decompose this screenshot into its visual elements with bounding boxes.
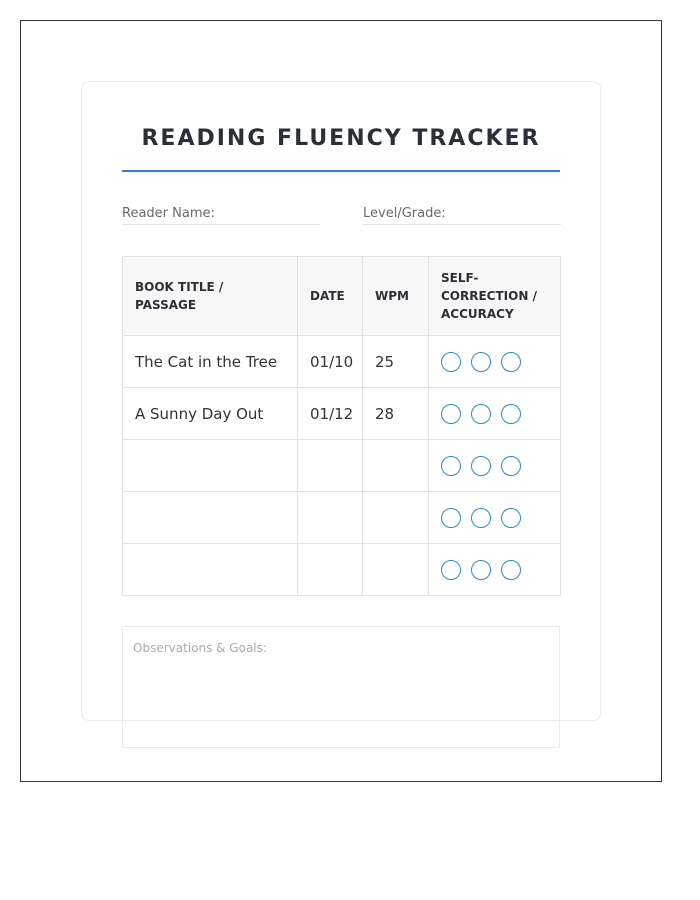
accuracy-circle-3[interactable] (501, 560, 521, 580)
cell-date[interactable]: 01/12 (298, 388, 363, 440)
accuracy-circle-3[interactable] (501, 456, 521, 476)
header-date: DATE (298, 257, 363, 336)
observations-goals-label: Observations & Goals: (133, 641, 267, 655)
reader-name-label: Reader Name: (122, 206, 215, 221)
accuracy-circle-1[interactable] (441, 456, 461, 476)
accuracy-circles (441, 560, 548, 580)
accuracy-circle-1[interactable] (441, 508, 461, 528)
header-book-title: BOOK TITLE / PASSAGE (123, 257, 298, 336)
level-grade-label: Level/Grade: (363, 206, 446, 221)
table-row (123, 544, 561, 596)
accuracy-circle-3[interactable] (501, 508, 521, 528)
cell-wpm[interactable]: 28 (363, 388, 429, 440)
accuracy-circle-2[interactable] (471, 508, 491, 528)
accuracy-circles (441, 404, 548, 424)
cell-book-title[interactable] (123, 440, 298, 492)
accuracy-circles (441, 508, 548, 528)
accuracy-circle-1[interactable] (441, 560, 461, 580)
accuracy-circle-2[interactable] (471, 352, 491, 372)
title-underline (122, 170, 560, 172)
accuracy-circle-2[interactable] (471, 456, 491, 476)
cell-date[interactable] (298, 440, 363, 492)
accuracy-circle-3[interactable] (501, 404, 521, 424)
level-grade-field[interactable] (363, 206, 561, 225)
page-title: READING FLUENCY TRACKER (141, 126, 541, 151)
cell-wpm[interactable] (363, 544, 429, 596)
cell-date[interactable] (298, 492, 363, 544)
cell-wpm[interactable] (363, 440, 429, 492)
table-row (123, 440, 561, 492)
observations-goals-box[interactable] (122, 626, 560, 748)
header-accuracy: SELF-CORRECTION / ACCURACY (429, 257, 561, 336)
accuracy-circle-2[interactable] (471, 560, 491, 580)
table-row (123, 492, 561, 544)
cell-accuracy (429, 492, 561, 544)
cell-book-title[interactable] (123, 544, 298, 596)
cell-wpm[interactable] (363, 492, 429, 544)
accuracy-circles (441, 456, 548, 476)
accuracy-circle-1[interactable] (441, 352, 461, 372)
fluency-table (122, 256, 561, 596)
accuracy-circle-3[interactable] (501, 352, 521, 372)
table-header-row (123, 257, 561, 336)
cell-accuracy (429, 544, 561, 596)
cell-date[interactable] (298, 544, 363, 596)
cell-accuracy (429, 388, 561, 440)
accuracy-circle-2[interactable] (471, 404, 491, 424)
cell-wpm[interactable]: 25 (363, 336, 429, 388)
accuracy-circle-1[interactable] (441, 404, 461, 424)
cell-book-title[interactable] (123, 492, 298, 544)
table-row (123, 388, 561, 440)
cell-date[interactable]: 01/10 (298, 336, 363, 388)
cell-accuracy (429, 440, 561, 492)
reader-name-field[interactable] (122, 206, 320, 225)
table-row (123, 336, 561, 388)
header-wpm: WPM (363, 257, 429, 336)
cell-book-title[interactable]: The Cat in the Tree (123, 336, 298, 388)
cell-book-title[interactable]: A Sunny Day Out (123, 388, 298, 440)
accuracy-circles (441, 352, 548, 372)
cell-accuracy (429, 336, 561, 388)
